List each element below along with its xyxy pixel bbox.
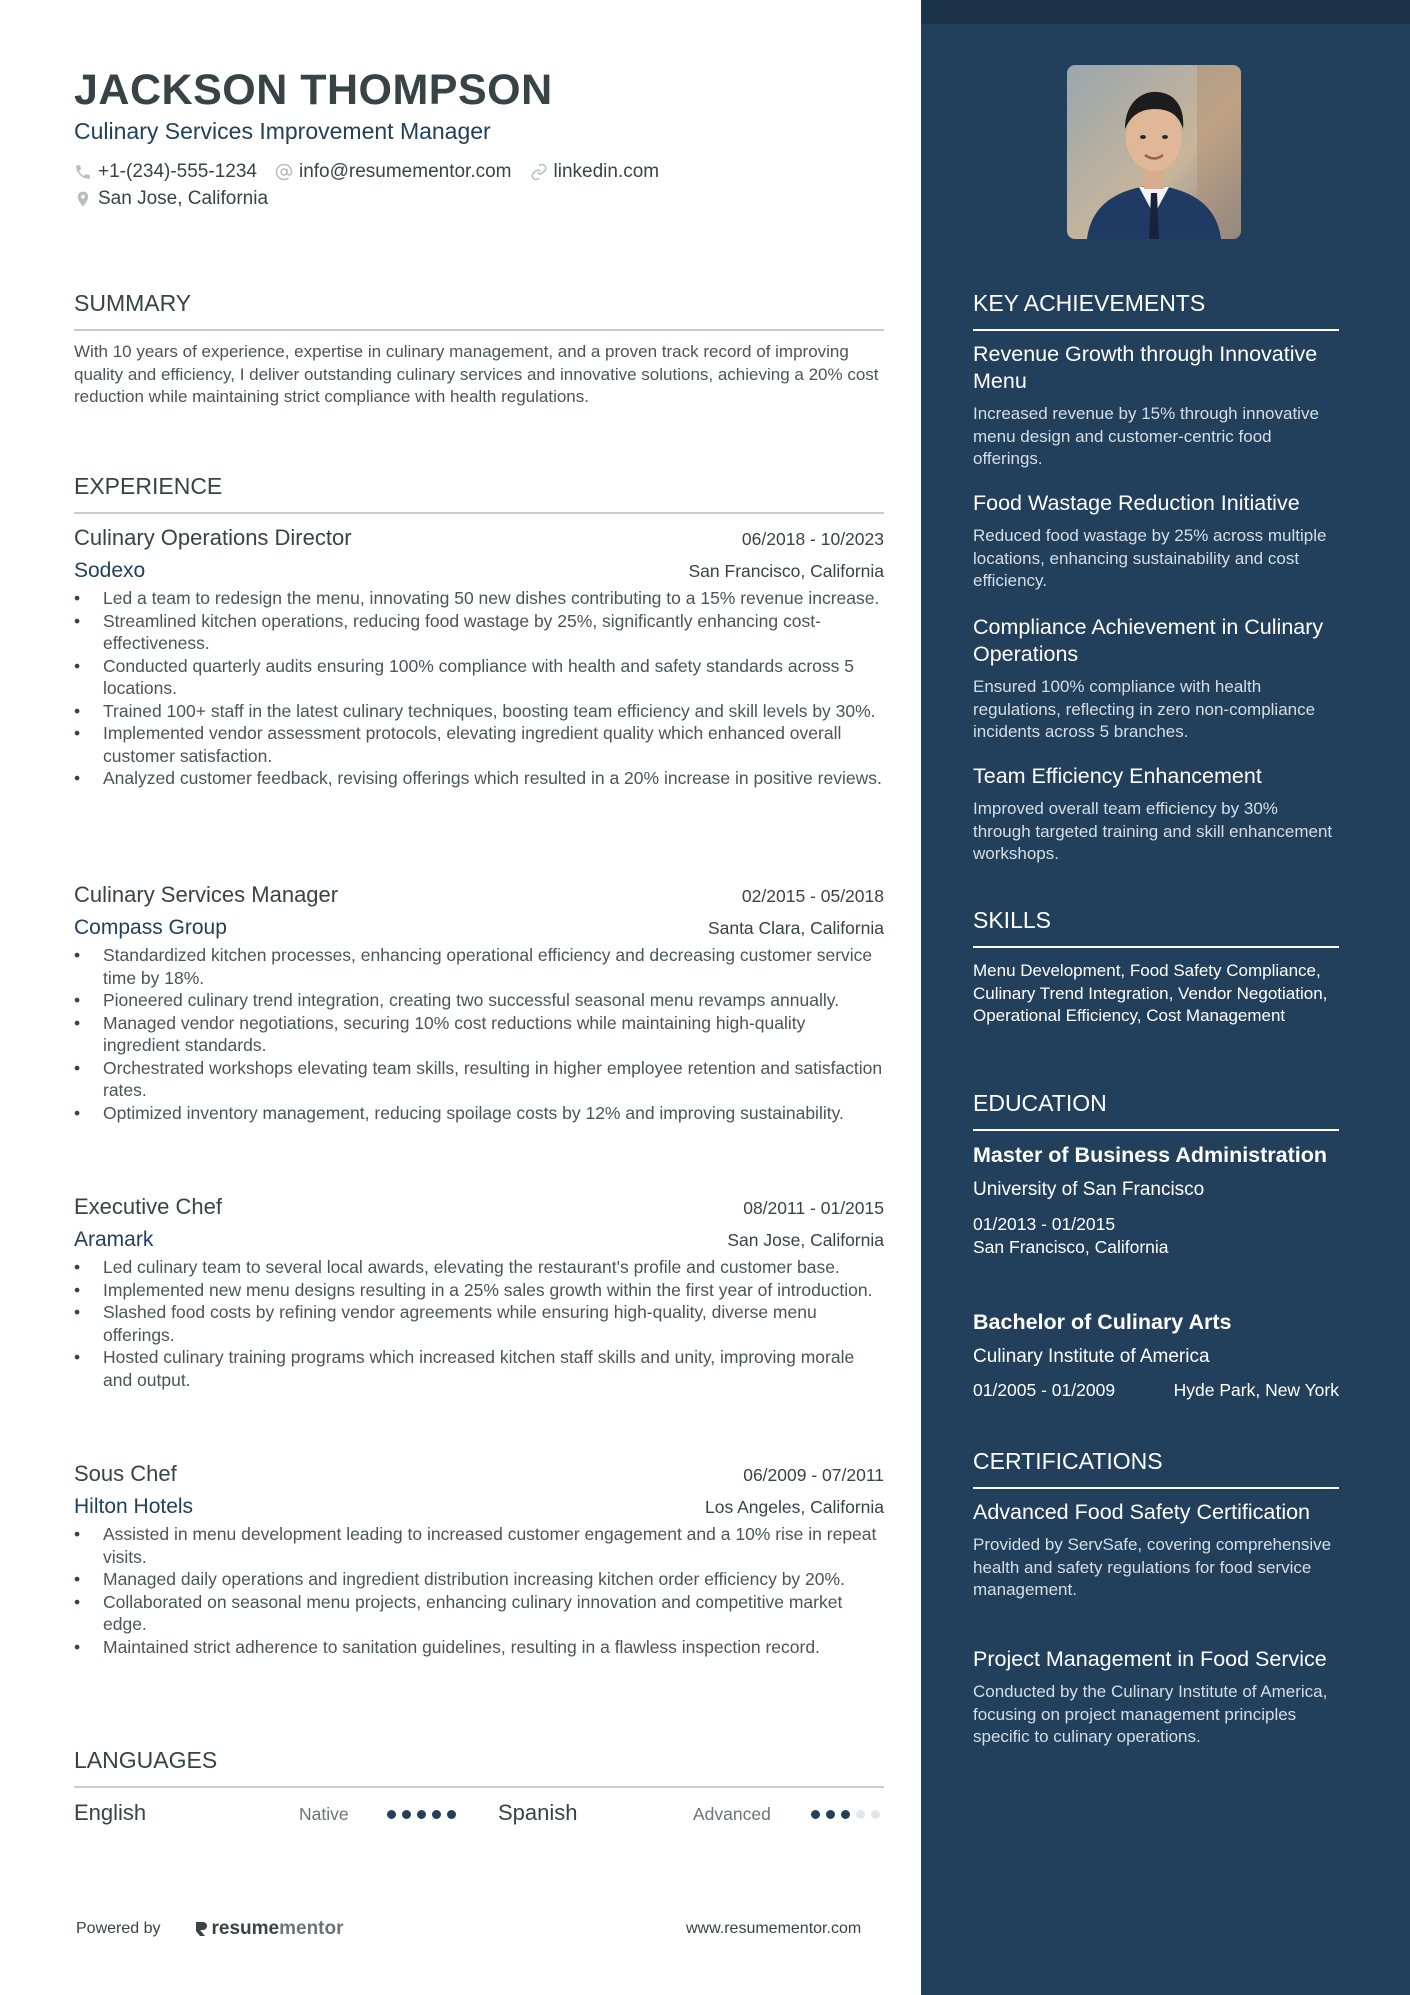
certification-item <box>973 1499 1339 1602</box>
job-dates: 02/2015 - 05/2018 <box>741 886 884 906</box>
job-entry <box>74 525 884 790</box>
job-company: Hilton Hotels <box>74 1495 194 1518</box>
job-location: Santa Clara, California <box>707 918 884 938</box>
rating-dot-empty <box>871 1810 880 1819</box>
education-section <box>973 1090 1339 1131</box>
job-bullets <box>74 1523 884 1658</box>
job-dates: 06/2018 - 10/2023 <box>741 529 884 549</box>
languages-heading: LANGUAGES <box>74 1747 884 1788</box>
sidebar-top-band <box>921 0 1410 24</box>
education-school: Culinary Institute of America <box>973 1346 1210 1367</box>
education-degree: Bachelor of Culinary Arts <box>973 1310 1232 1334</box>
language-level: Advanced <box>693 1804 771 1824</box>
skills-heading: SKILLS <box>973 907 1339 948</box>
achievement-title: Revenue Growth through Innovative Menu <box>973 342 1318 393</box>
job-bullets <box>74 1256 884 1391</box>
experience-heading: EXPERIENCE <box>74 473 884 514</box>
languages-row <box>74 1800 884 1830</box>
profile-photo <box>1067 65 1241 239</box>
job-dates: 06/2009 - 07/2011 <box>743 1465 884 1485</box>
job-company: Compass Group <box>74 916 227 939</box>
rating-dot-filled <box>402 1810 411 1819</box>
job-bullet: • Assisted in menu development leading to increased customer engagement and a 10% rise in repeat visits. <box>74 1523 884 1568</box>
location-pin-icon <box>74 190 92 208</box>
linkedin-text: linkedin.com <box>553 161 660 182</box>
job-bullet: • Trained 100+ staff in the latest culinary techniques, boosting team efficiency and skill levels by 30%. <box>74 700 884 723</box>
achievement-title: Compliance Achievement in Culinary Operations <box>973 615 1324 666</box>
at-icon <box>275 163 293 181</box>
job-bullet: • Implemented vendor assessment protocols, elevating ingredient quality which enhanced overall customer satisfaction. <box>74 722 884 767</box>
powered-by-text: Powered by <box>76 1920 161 1937</box>
brand-name-b: mentor <box>279 1918 344 1939</box>
education-school: University of San Francisco <box>973 1179 1205 1200</box>
job-bullet: • Managed daily operations and ingredient distribution increasing kitchen order efficiency by 20%. <box>74 1568 884 1591</box>
location-text: San Jose, California <box>98 188 269 209</box>
job-company: Aramark <box>74 1228 154 1251</box>
achievement-desc: Reduced food wastage by 25% across multiple locations, enhancing sustainability and cost efficiency. <box>973 526 1327 590</box>
job-bullet: • Streamlined kitchen operations, reducing food wastage by 25%, significantly enhancing cost-effectiveness. <box>74 610 884 655</box>
education-item <box>973 1309 1339 1401</box>
achievement-desc: Increased revenue by 15% through innovative menu design and customer-centric food offerings. <box>973 404 1319 468</box>
skills-section <box>973 907 1339 1028</box>
achievement-desc: Ensured 100% compliance with health regulations, reflecting in zero non-compliance incidents across 5 branches. <box>973 677 1316 741</box>
job-bullets <box>74 587 884 790</box>
skills-text: Menu Development, Food Safety Compliance, Culinary Trend Integration, Vendor Negotiation, Operational Efficiency, Cost Management <box>973 961 1328 1025</box>
contact-email[interactable] <box>275 161 512 183</box>
education-degree: Master of Business Administration <box>973 1143 1328 1167</box>
job-bullet: • Orchestrated workshops elevating team skills, resulting in higher employee retention and satisfaction rates. <box>74 1057 884 1102</box>
job-location: San Jose, California <box>727 1230 884 1250</box>
certifications-section <box>973 1448 1339 1489</box>
link-icon <box>530 163 548 181</box>
contact-phone[interactable] <box>74 161 257 183</box>
job-bullet: • Implemented new menu designs resulting in a 25% sales growth within the first year of introduction. <box>74 1279 884 1302</box>
rating-dot-filled <box>417 1810 426 1819</box>
achievement-item <box>973 490 1339 593</box>
job-company: Sodexo <box>74 559 146 582</box>
job-dates: 08/2011 - 01/2015 <box>743 1198 884 1218</box>
language-level: Native <box>299 1804 349 1824</box>
job-entry <box>74 1194 884 1391</box>
footer-powered <box>76 1918 344 1940</box>
job-role: Sous Chef <box>74 1461 177 1486</box>
job-location: San Francisco, California <box>688 561 884 581</box>
contact-location <box>74 188 268 210</box>
summary-text: With 10 years of experience, expertise in culinary management, and a proven track record of improving quality and efficiency, I deliver outstanding culinary services and innovative solutions, achieving a 20% cost reduction while maintaining strict compliance with health regulations. <box>74 342 879 406</box>
job-bullet: • Maintained strict adherence to sanitation guidelines, resulting in a flawless inspection record. <box>74 1636 884 1659</box>
education-item <box>973 1142 1339 1258</box>
job-location: Los Angeles, California <box>705 1497 884 1517</box>
job-entry <box>74 1461 884 1658</box>
candidate-name: JACKSON THOMPSON <box>74 66 553 114</box>
achievement-item <box>973 341 1339 471</box>
language-rating <box>387 1810 462 1819</box>
achievements-section <box>973 290 1339 331</box>
footer-website[interactable]: www.resumementor.com <box>686 1920 862 1937</box>
achievement-title: Food Wastage Reduction Initiative <box>973 491 1300 515</box>
certifications-heading: CERTIFICATIONS <box>973 1448 1339 1489</box>
certification-title: Advanced Food Safety Certification <box>973 1500 1311 1524</box>
job-bullet: • Managed vendor negotiations, securing 10% cost reductions while maintaining high-quality ingredient standards. <box>74 1012 884 1057</box>
job-bullet: • Led culinary team to several local awards, elevating the restaurant's profile and customer base. <box>74 1256 884 1279</box>
job-bullet: • Conducted quarterly audits ensuring 100% compliance with health and safety standards across 5 locations. <box>74 655 884 700</box>
rating-dot-filled <box>826 1810 835 1819</box>
rating-dot-filled <box>387 1810 396 1819</box>
job-entry <box>74 882 884 1124</box>
language-name: Spanish <box>498 1800 578 1825</box>
job-role: Culinary Services Manager <box>74 882 339 907</box>
job-bullet: • Pioneered culinary trend integration, creating two successful seasonal menu revamps annually. <box>74 989 884 1012</box>
job-role: Culinary Operations Director <box>74 525 352 550</box>
rating-dot-filled <box>447 1810 456 1819</box>
achievement-title: Team Efficiency Enhancement <box>973 764 1262 788</box>
sidebar <box>921 0 1410 1995</box>
job-bullet: • Hosted culinary training programs which increased kitchen staff skills and unity, improving morale and output. <box>74 1346 884 1391</box>
education-heading: EDUCATION <box>973 1090 1339 1131</box>
education-dates: 01/2005 - 01/2009 <box>973 1380 1116 1400</box>
achievements-heading: KEY ACHIEVEMENTS <box>973 290 1339 331</box>
certification-desc: Provided by ServSafe, covering comprehensive health and safety regulations for food service management. <box>973 1535 1332 1599</box>
certification-desc: Conducted by the Culinary Institute of America, focusing on project management principles specific to culinary operations. <box>973 1682 1328 1746</box>
certification-item <box>973 1646 1339 1749</box>
summary-heading: SUMMARY <box>74 290 884 331</box>
job-bullets <box>74 944 884 1124</box>
email-text: info@resumementor.com <box>298 161 512 182</box>
achievement-item <box>973 614 1339 744</box>
job-bullet: • Analyzed customer feedback, revising offerings which resulted in a 20% increase in positive reviews. <box>74 767 884 790</box>
job-bullet: • Optimized inventory management, reducing spoilage costs by 12% and improving sustainability. <box>74 1102 884 1125</box>
job-bullet: • Standardized kitchen processes, enhancing operational efficiency and decreasing customer service time by 18%. <box>74 944 884 989</box>
phone-icon <box>74 163 92 181</box>
job-bullet: • Slashed food costs by refining vendor agreements while ensuring high-quality, diverse menu offerings. <box>74 1301 884 1346</box>
phone-text: +1-(234)-555-1234 <box>98 161 257 182</box>
education-location: Hyde Park, New York <box>1173 1380 1339 1400</box>
job-role: Executive Chef <box>74 1194 222 1219</box>
rating-dot-filled <box>811 1810 820 1819</box>
certification-title: Project Management in Food Service <box>973 1647 1327 1671</box>
job-bullet: • Led a team to redesign the menu, innovating 50 new dishes contributing to a 15% revenue increase. <box>74 587 884 610</box>
resumementor-logo-icon <box>193 1920 209 1938</box>
candidate-title: Culinary Services Improvement Manager <box>74 118 491 144</box>
education-location: San Francisco, California <box>973 1236 1169 1257</box>
profile-photo-image <box>1067 65 1241 239</box>
rating-dot-empty <box>856 1810 865 1819</box>
language-name: English <box>74 1800 147 1825</box>
contact-row <box>74 161 677 183</box>
location-row <box>74 188 286 210</box>
rating-dot-filled <box>432 1810 441 1819</box>
achievement-desc: Improved overall team efficiency by 30% through targeted training and skill enhancement workshops. <box>973 799 1333 863</box>
rating-dot-filled <box>841 1810 850 1819</box>
brand-logo[interactable] <box>193 1918 344 1940</box>
language-rating <box>811 1810 886 1819</box>
job-bullet: • Collaborated on seasonal menu projects, enhancing culinary innovation and competitive market edge. <box>74 1591 884 1636</box>
brand-name-a: resume <box>211 1918 280 1939</box>
achievement-item <box>973 763 1339 866</box>
education-dates: 01/2013 - 01/2015 <box>973 1214 1116 1234</box>
contact-linkedin[interactable] <box>530 161 660 183</box>
